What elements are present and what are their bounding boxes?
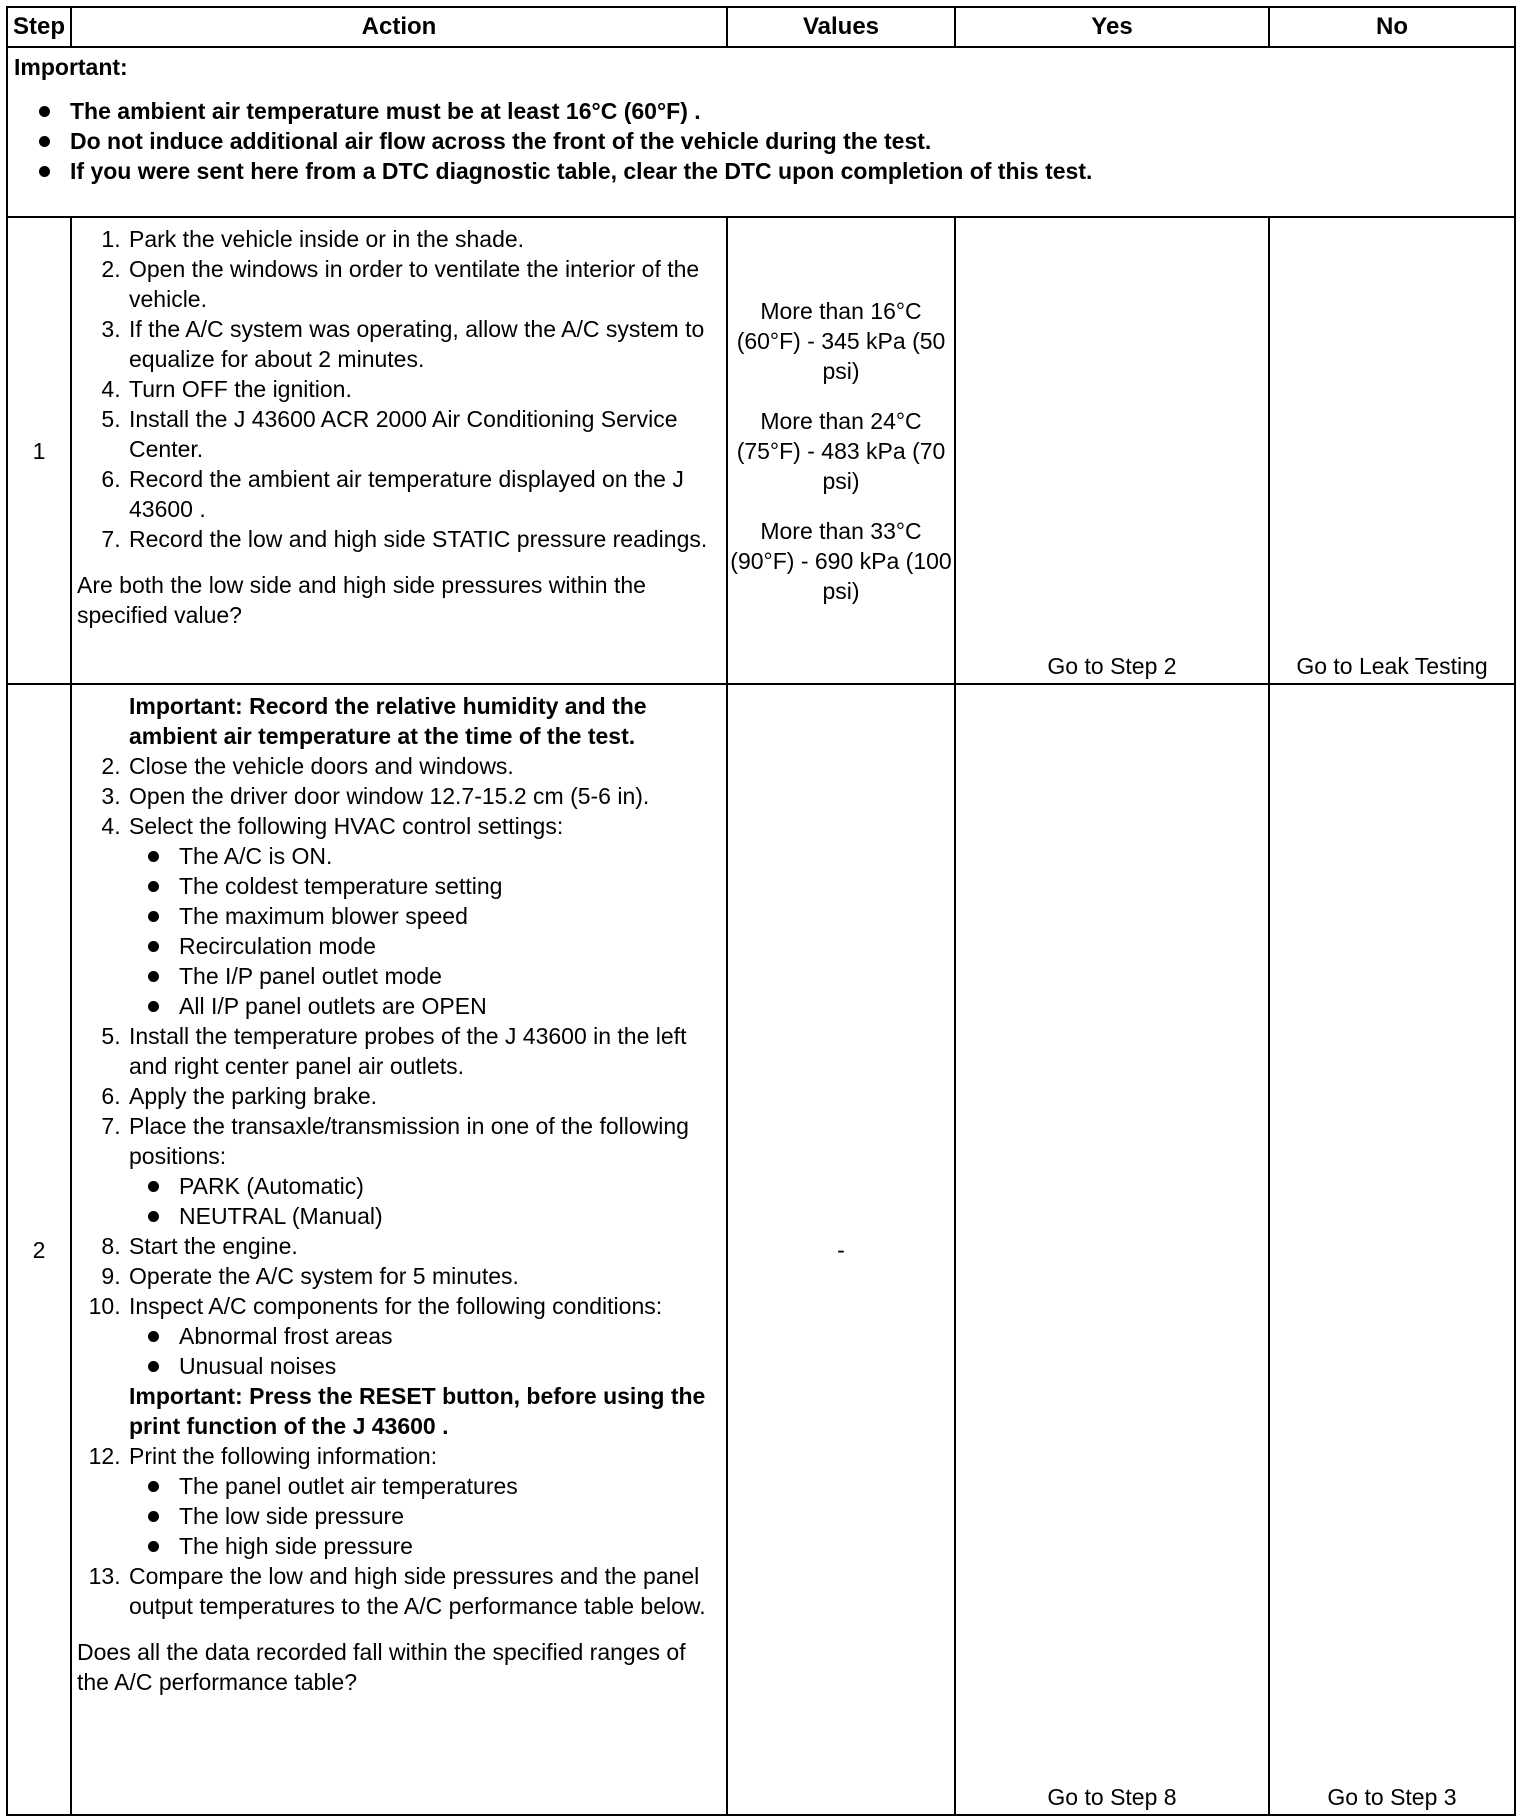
important-item: Do not induce additional air flow across the front of the vehicle during the test. <box>70 126 1510 156</box>
sub-item: The high side pressure <box>179 1531 720 1561</box>
sub-list <box>129 841 720 1021</box>
value-item: More than 16°C (60°F) - 345 kPa (50 psi) <box>736 297 946 384</box>
sub-list <box>129 1171 720 1231</box>
action-text: Inspect A/C components for the following conditions: <box>129 1293 663 1319</box>
important-note: Important: Press the RESET button, before using the print function of the J 43600 . <box>129 1383 706 1439</box>
action-item: 8. Start the engine. <box>127 1231 720 1261</box>
sub-item: The coldest temperature setting <box>179 871 720 901</box>
step-1-action <box>71 217 727 684</box>
header-no: No <box>1269 7 1515 47</box>
step-number: 1 <box>7 217 71 684</box>
step-1-values <box>727 217 955 684</box>
step-2-values: - <box>727 684 955 1815</box>
sub-item: All I/P panel outlets are OPEN <box>179 991 720 1021</box>
step-question: Does all the data recorded fall within the specified ranges of the A/C performance table? <box>77 1639 686 1695</box>
important-item: If you were sent here from a DTC diagnostic table, clear the DTC upon completion of this test. <box>70 156 1510 186</box>
sub-item: PARK (Automatic) <box>179 1171 720 1201</box>
value-item: More than 24°C (75°F) - 483 kPa (70 psi) <box>736 407 946 494</box>
sub-item: The low side pressure <box>179 1501 720 1531</box>
action-item: 3. If the A/C system was operating, allow the A/C system to equalize for about 2 minutes. <box>127 314 720 374</box>
action-item: 5. Install the J 43600 ACR 2000 Air Conditioning Service Center. <box>127 404 720 464</box>
action-item: 6. Record the ambient air temperature displayed on the J 43600 . <box>127 464 720 524</box>
action-item: 2. Open the windows in order to ventilate the interior of the vehicle. <box>127 254 720 314</box>
action-list <box>77 691 720 1621</box>
action-item <box>127 1111 720 1231</box>
action-item: 4. Turn OFF the ignition. <box>127 374 720 404</box>
action-item: 7. Record the low and high side STATIC pressure readings. <box>127 524 720 554</box>
sub-item: The I/P panel outlet mode <box>179 961 720 991</box>
action-item: 2. Close the vehicle doors and windows. <box>127 751 720 781</box>
action-list <box>77 224 720 554</box>
action-item: 9. Operate the A/C system for 5 minutes. <box>127 1261 720 1291</box>
action-item <box>127 1441 720 1561</box>
header-step: Step <box>7 7 71 47</box>
header-row <box>7 7 1515 47</box>
action-item: 1. Park the vehicle inside or in the shade. <box>127 224 720 254</box>
step-1-yes: Go to Step 2 <box>955 217 1269 684</box>
step-2-no: Go to Step 3 <box>1269 684 1515 1815</box>
header-yes: Yes <box>955 7 1269 47</box>
action-item <box>127 811 720 1021</box>
sub-item: The maximum blower speed <box>179 901 720 931</box>
sub-list <box>129 1471 720 1561</box>
action-item: 13. Compare the low and high side pressures and the panel output temperatures to the A/C performance table below. <box>127 1561 720 1621</box>
action-text: Print the following information: <box>129 1443 438 1469</box>
step-1-row <box>7 217 1515 684</box>
sub-list <box>129 1321 720 1381</box>
step-number: 2 <box>7 684 71 1815</box>
action-item: 6. Apply the parking brake. <box>127 1081 720 1111</box>
action-text: Place the transaxle/transmission in one of the following positions: <box>129 1113 689 1169</box>
important-item: The ambient air temperature must be at least 16°C (60°F) . <box>70 96 1510 126</box>
sub-item: Unusual noises <box>179 1351 720 1381</box>
important-list <box>14 96 1510 186</box>
step-2-row <box>7 684 1515 1815</box>
header-values: Values <box>727 7 955 47</box>
action-item: 3. Open the driver door window 12.7-15.2 cm (5-6 in). <box>127 781 720 811</box>
action-text: Select the following HVAC control settings: <box>129 813 564 839</box>
important-title: Important: <box>14 54 128 80</box>
action-item: 5. Install the temperature probes of the J 43600 in the left and right center panel air outlets. <box>127 1021 720 1081</box>
sub-item: Recirculation mode <box>179 931 720 961</box>
important-notice <box>7 47 1515 217</box>
sub-item: The A/C is ON. <box>179 841 720 871</box>
diagnostic-table <box>6 6 1516 1816</box>
sub-item: Abnormal frost areas <box>179 1321 720 1351</box>
sub-item: NEUTRAL (Manual) <box>179 1201 720 1231</box>
sub-item: The panel outlet air temperatures <box>179 1471 720 1501</box>
action-item <box>127 1291 720 1381</box>
step-question: Are both the low side and high side pressures within the specified value? <box>77 572 646 628</box>
step-2-yes: Go to Step 8 <box>955 684 1269 1815</box>
step-2-action <box>71 684 727 1815</box>
value-item: More than 33°C (90°F) - 690 kPa (100 psi) <box>730 517 952 604</box>
step-1-no: Go to Leak Testing <box>1269 217 1515 684</box>
important-note: Important: Record the relative humidity and the ambient air temperature at the time of the test. <box>129 693 647 749</box>
header-action: Action <box>71 7 727 47</box>
important-row <box>7 47 1515 217</box>
